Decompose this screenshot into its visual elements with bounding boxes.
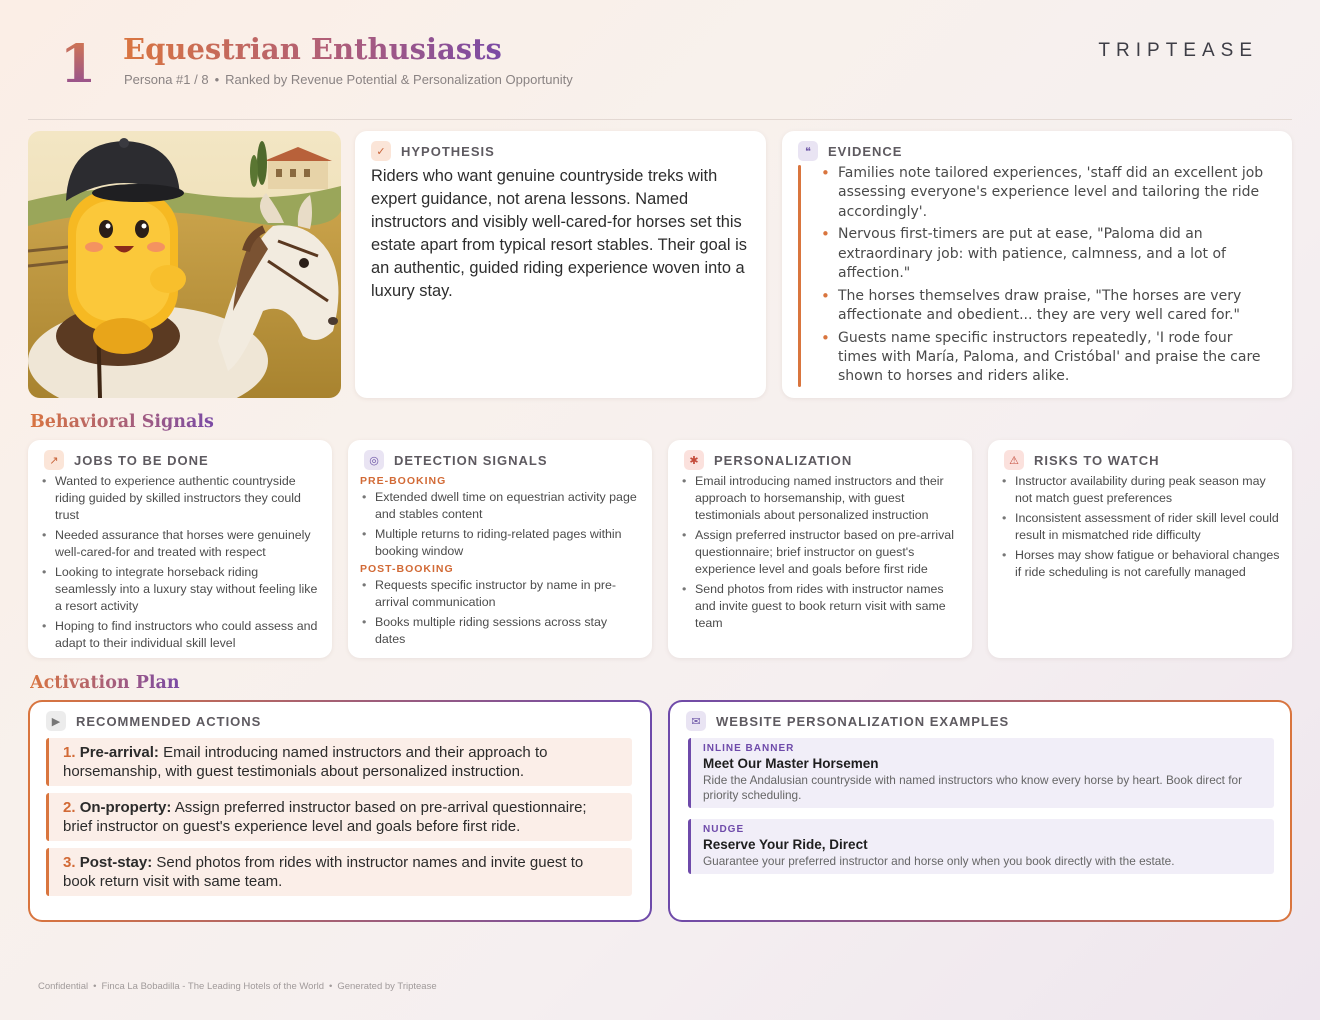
- pre-booking-list: [360, 489, 640, 560]
- detection-body: [360, 473, 642, 651]
- page-footer: [38, 981, 437, 992]
- detection-label: DETECTION SIGNALS: [394, 452, 548, 468]
- jobs-list: [42, 473, 320, 655]
- evidence-item: • The horses themselves draw praise, "The horses are very affectionate and obedient... they are very well cared for.": [818, 287, 1268, 326]
- footer-confidential: Confidential: [38, 981, 89, 992]
- example-heading: Meet Our Master Horsemen: [703, 756, 879, 771]
- recommended-header: [46, 711, 261, 731]
- detection-card: [348, 440, 652, 658]
- brand-logo: TRIPTEASE: [1098, 40, 1258, 61]
- list-item: • Multiple returns to riding-related pages within booking window: [362, 526, 640, 560]
- persona-page: [28, 0, 1292, 1020]
- ranking-text: Ranked by Revenue Potential & Personalization Opportunity: [225, 72, 573, 87]
- post-booking-list: [360, 577, 640, 648]
- trend-arrow-icon: ↗: [44, 450, 64, 470]
- evidence-accent-bar: [798, 165, 801, 387]
- example-heading: Reserve Your Ride, Direct: [703, 837, 868, 852]
- action-number: 3.: [63, 854, 76, 871]
- action-number: 1.: [63, 744, 76, 761]
- list-item: • Inconsistent assessment of rider skill level could result in mismatched ride difficulty: [1002, 510, 1280, 544]
- list-item: • Assign preferred instructor based on pre-arrival questionnaire; brief instructor on guest's experience level and goals before first ride: [682, 527, 960, 578]
- risks-list: [1002, 473, 1280, 584]
- play-icon: ▶: [46, 711, 66, 731]
- persona-number: 1: [60, 34, 97, 95]
- sparkle-icon: ✱: [684, 450, 704, 470]
- evidence-card: [782, 131, 1292, 398]
- target-icon: ◎: [364, 450, 384, 470]
- action-text: Send photos from rides with instructor names and invite guest to book return visit with same team.: [63, 854, 584, 890]
- example-description: Guarantee your preferred instructor and horse only when you book directly with the estate.: [703, 854, 1175, 868]
- recommended-actions-box: [28, 700, 652, 922]
- action-text: Assign preferred instructor based on pre-arrival questionnaire; brief instructor on guest's experience level and goals before first ride.: [63, 799, 587, 835]
- example-tag: INLINE BANNER: [703, 743, 795, 754]
- hypothesis-header: [371, 141, 495, 161]
- evidence-item: • Guests name specific instructors repeatedly, 'I rode four times with María, Paloma, and Cristóbal' and praise the care shown to horses and riders alike.: [818, 329, 1268, 387]
- evidence-header: [798, 141, 902, 161]
- separator-dot: •: [214, 72, 220, 87]
- activation-plan-title: Activation Plan: [30, 673, 180, 693]
- persona-illustration: [28, 131, 341, 398]
- recommended-actions-inner: [30, 702, 650, 920]
- warning-icon: ⚠: [1004, 450, 1024, 470]
- recommended-label: RECOMMENDED ACTIONS: [76, 713, 262, 729]
- website-examples-inner: [670, 702, 1290, 920]
- recommended-action-item: [46, 848, 632, 896]
- evidence-item: • Families note tailored experiences, 'staff did an excellent job assessing everyone's experience level and tailoring the ride accordingly'.: [818, 164, 1268, 222]
- post-booking-label: POST-BOOKING: [360, 563, 454, 575]
- persona-index: Persona #1 / 8: [124, 72, 209, 87]
- action-phase: Post-stay:: [79, 854, 153, 871]
- risks-label: RISKS TO WATCH: [1034, 452, 1160, 468]
- recommended-action-item: [46, 738, 632, 786]
- jobs-card: [28, 440, 332, 658]
- page-title: Equestrian Enthusiasts: [123, 32, 502, 66]
- quote-icon: ❝: [798, 141, 818, 161]
- personalization-list: [682, 473, 960, 635]
- hypothesis-card: [355, 131, 766, 398]
- footer-generated: Generated by Triptease: [337, 981, 437, 992]
- detection-header: [364, 450, 548, 470]
- website-examples-box: [668, 700, 1292, 922]
- list-item: • Email introducing named instructors and their approach to horsemanship, with guest testimonials about personalized instruction: [682, 473, 960, 524]
- personalization-card: [668, 440, 972, 658]
- list-item: • Wanted to experience authentic countryside riding guided by skilled instructors they could trust: [42, 473, 320, 524]
- action-phase: Pre-arrival:: [79, 744, 159, 761]
- page-header: [28, 30, 1292, 120]
- example-description: Ride the Andalusian countryside with named instructors who know every horse by heart. Book direct for priority scheduling.: [703, 773, 1242, 802]
- risks-card: [988, 440, 1292, 658]
- list-item: • Looking to integrate horseback riding seamlessly into a luxury stay without feeling like a resort activity: [42, 564, 320, 615]
- list-item: • Books multiple riding sessions across stay dates: [362, 614, 640, 648]
- risks-header: [1004, 450, 1159, 470]
- jobs-label: JOBS TO BE DONE: [74, 452, 209, 468]
- personalization-header: [684, 450, 852, 470]
- jobs-header: [44, 450, 209, 470]
- pre-booking-label: PRE-BOOKING: [360, 475, 447, 487]
- hypothesis-label: HYPOTHESIS: [401, 143, 495, 159]
- list-item: • Horses may show fatigue or behavioral changes if ride scheduling is not carefully managed: [1002, 547, 1280, 581]
- behavioral-signals-title: Behavioral Signals: [30, 412, 214, 432]
- check-icon: ✓: [371, 141, 391, 161]
- recommended-action-item: [46, 793, 632, 841]
- website-header: [686, 711, 1009, 731]
- rider-on-horse-illustration: [28, 131, 341, 398]
- list-item: • Instructor availability during peak season may not match guest preferences: [1002, 473, 1280, 507]
- list-item: • Requests specific instructor by name in pre-arrival communication: [362, 577, 640, 611]
- evidence-label: EVIDENCE: [828, 143, 903, 159]
- action-phase: On-property:: [79, 799, 172, 816]
- website-label: WEBSITE PERSONALIZATION EXAMPLES: [716, 713, 1010, 729]
- evidence-item: • Nervous first-timers are put at ease, "Paloma did an extraordinary job: with patience, calmness, and a lot of affection.": [818, 225, 1268, 283]
- personalization-label: PERSONALIZATION: [714, 452, 853, 468]
- action-number: 2.: [63, 799, 76, 816]
- list-item: • Needed assurance that horses were genuinely well-cared-for and treated with respect: [42, 527, 320, 561]
- action-text: Email introducing named instructors and their approach to horsemanship, with guest testimonials about personalized instruction.: [63, 744, 548, 780]
- separator-dot: •: [93, 981, 97, 992]
- hypothesis-text: Riders who want genuine countryside treks with expert guidance, not arena lessons. Named instructors and visibly well-cared-for horses set this estate apart from typical resort stables. Their goal is an authentic, guided riding experience woven into a luxury stay.: [371, 167, 747, 300]
- website-example-item: [688, 738, 1274, 808]
- list-item: • Hoping to find instructors who could assess and adapt to their individual skill level: [42, 618, 320, 652]
- list-item: • Send photos from rides with instructor names and invite guest to book return visit with same team: [682, 581, 960, 632]
- example-tag: NUDGE: [703, 824, 745, 835]
- website-example-item: [688, 819, 1274, 874]
- page-subtitle: [124, 72, 573, 87]
- separator-dot: •: [329, 981, 333, 992]
- envelope-icon: ✉: [686, 711, 706, 731]
- evidence-list: [818, 164, 1268, 390]
- list-item: • Extended dwell time on equestrian activity page and stables content: [362, 489, 640, 523]
- footer-property: Finca La Bobadilla - The Leading Hotels of the World: [101, 981, 325, 992]
